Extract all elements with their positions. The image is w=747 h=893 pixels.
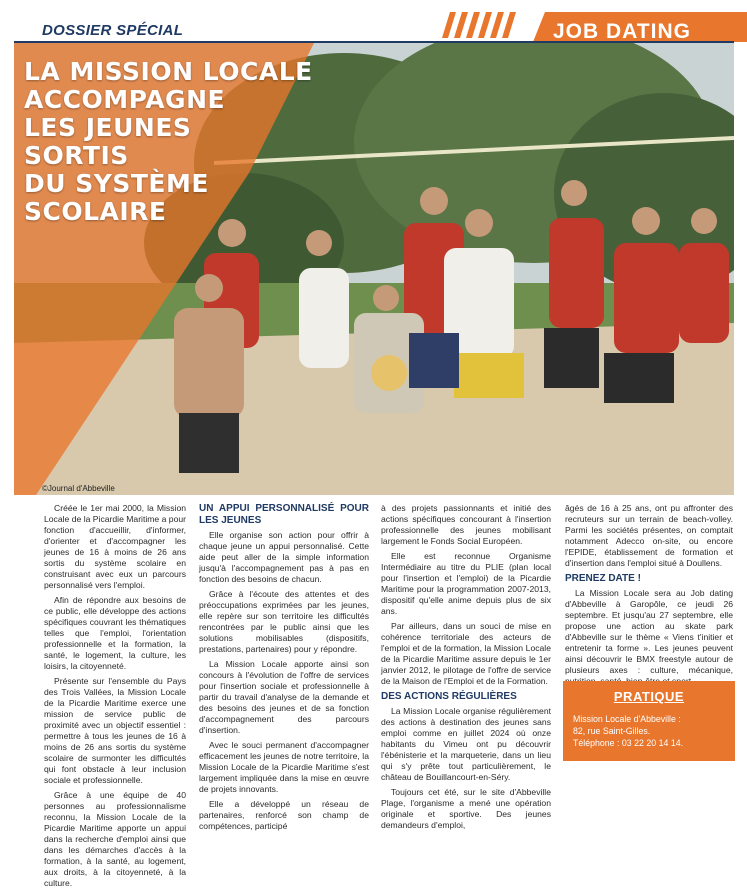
phone-line: Téléphone : 03 22 20 14 14. <box>573 738 684 748</box>
paragraph: à des projets passionnants et initié des actions spécifiques concourant à l'insertion professionnelle des jeunes mobilisant largement le Fonds Social Européen. <box>381 503 551 546</box>
paragraph: Toujours cet été, sur le site d'Abbeville Plage, l'organisme a mené une opération originale et sportive. Des jeunes demandeurs d'emploi, <box>381 787 551 830</box>
info-box-title: PRATIQUE <box>613 689 685 704</box>
paragraph: Grâce à une équipe de 40 personnes au professionnalisme reconnu, la Mission Locale de la Picardie Maritime apporte un appui dans la recherche d'emploi ainsi que dans les démarches d'accès à la formation, à la santé, au logement, aux droits, à la citoyenneté, à la culture. <box>44 790 186 888</box>
paragraph: La Mission Locale organise régulièrement des actions à destination des jeunes sans emploi comme en juillet 2024 où onze habitants du Vimeu ont pu découvrir l'ébénisterie et la marqueterie, dans un lieu qui s'y prête tout particulièrement, le château de Bouillancourt-en-Séry. <box>381 706 551 782</box>
headline-line: ACCOMPAGNE <box>24 85 226 114</box>
paragraph: Elle est reconnue Organisme Intermédiaire au titre du PLIE (plan local pour l'insertion et l'emploi) de la Picardie Maritime pour la programmation 2007-2013, dispositif qu'elle anime depuis plus de six ans. <box>381 551 551 616</box>
rubric-title: JOB DATING <box>553 20 691 43</box>
article-column-4 <box>565 503 733 691</box>
paragraph: Créée le 1er mai 2000, la Mission Locale de la Picardie Maritime a pour fonction d'accueillir, d'informer, d'orienter et d'accompagner les jeunes de 16 à moins de 26 ans sortis du système scolaire en construisant avec eux un parcours personnalisé vers l'emploi. <box>44 503 186 590</box>
article-column-2 <box>199 503 369 836</box>
article-column-1 <box>44 503 186 893</box>
paragraph: Grâce à l'écoute des attentes et des préoccupations exprimées par les jeunes, elle repère sur son territoire les difficultés rencontrées par le public ainsi que les solutions mobilisables (dispositifs, prestations, partenaires) pour y répondre. <box>199 589 369 654</box>
paragraph: La Mission Locale sera au Job dating d'Abbeville à Garopôle, ce jeudi 26 septembre. Et jusqu'au 27 septembre, elle propose une action au skate park d'Abbeville sur le thème « Viens t'initier et entretenir ta forme ». Les jeunes peuvent ainsi découvrir le BMX freestyle autour de plusieurs axes : culture, mécanique, <box>565 588 733 675</box>
paragraph: Par ailleurs, dans un souci de mise en cohérence territoriale des acteurs de l'emploi et de la formation, la Mission Locale de la Picardie Maritime assure depuis le 1er janvier 2012, le pilotage de l'offre de service de la Maison de l'Emploi et de la Formation. <box>381 621 551 686</box>
paragraph: Elle organise son action pour offrir à chaque jeune un appui personnalisé. Cette aide peut aller de la simple information jusqu'à l'accompagnement pas à pas en fonction des besoins de chacun. <box>199 530 369 584</box>
section-heading: UN APPUI PERSONNALISÉ POUR LES JEUNES <box>199 503 369 526</box>
paragraph: Présente sur l'ensemble du Pays des Trois Vallées, la Mission Locale de la Picardie Maritime exerce une mission de service public de proximité avec un objectif essentiel : permettre à tous les jeunes de 16 à moins de 26 ans sortis du système scolaire de surmonter les difficultés qui font obstacle à leur inclusion sociale et professionnelle. <box>44 676 186 785</box>
headline-line: SCOLAIRE <box>24 197 167 226</box>
section-heading: PRENEZ DATE ! <box>565 573 641 584</box>
info-box-body <box>573 713 731 749</box>
address-line: 82, rue Saint-Gilles. <box>573 726 651 736</box>
paragraph: Afin de répondre aux besoins de ce public, elle développe des actions spécifiques couvrant les thématiques telles que l'emploi, l'orientation professionnelle et la formation, la santé, le logement, la culture, les loisirs, la citoyenneté. <box>44 595 186 671</box>
paragraph: La Mission Locale apporte ainsi son concours à l'évolution de l'offre de services pour l'insertion sociale et professionnelle à partir du travail d'analyse de la demande et des besoins des jeunes et de sa fonction d'accompagnement des parcours d'insertion. <box>199 659 369 735</box>
article-column-3 <box>381 503 551 835</box>
headline <box>24 58 324 226</box>
info-box <box>563 681 735 761</box>
section-heading: DES ACTIONS RÉGULIÈRES <box>381 691 517 702</box>
headline-line: SORTIS <box>24 141 129 170</box>
address-line: Mission Locale d'Abbeville : <box>573 714 681 724</box>
headline-line: DU SYSTÈME <box>24 169 209 198</box>
photo-credit: ©Journal d'Abbeville <box>42 484 115 493</box>
paragraph: âgés de 16 à 25 ans, ont pu affronter des recruteurs sur un terrain de beach-volley. Parmi les sociétés présentes, on comptait notamment Adecco on-site, ou encore l'EPIDE, établissement de formation et d'insertion dans l'emploi situé à Doullens. <box>565 503 733 568</box>
headline-line: LES JEUNES <box>24 113 192 142</box>
paragraph: Avec le souci permanent d'accompagner efficacement les jeunes de notre territoire, la Mission Locale de la Picardie Maritime s'est largement impliquée dans la mise en œuvre de projets innovants. <box>199 740 369 794</box>
section-label: DOSSIER SPÉCIAL <box>42 22 184 39</box>
paragraph: Elle a développé un réseau de partenaires, renforcé son champ de compétences, participé <box>199 799 369 831</box>
headline-line: LA MISSION LOCALE <box>24 57 313 86</box>
decorative-stripes <box>442 12 522 38</box>
